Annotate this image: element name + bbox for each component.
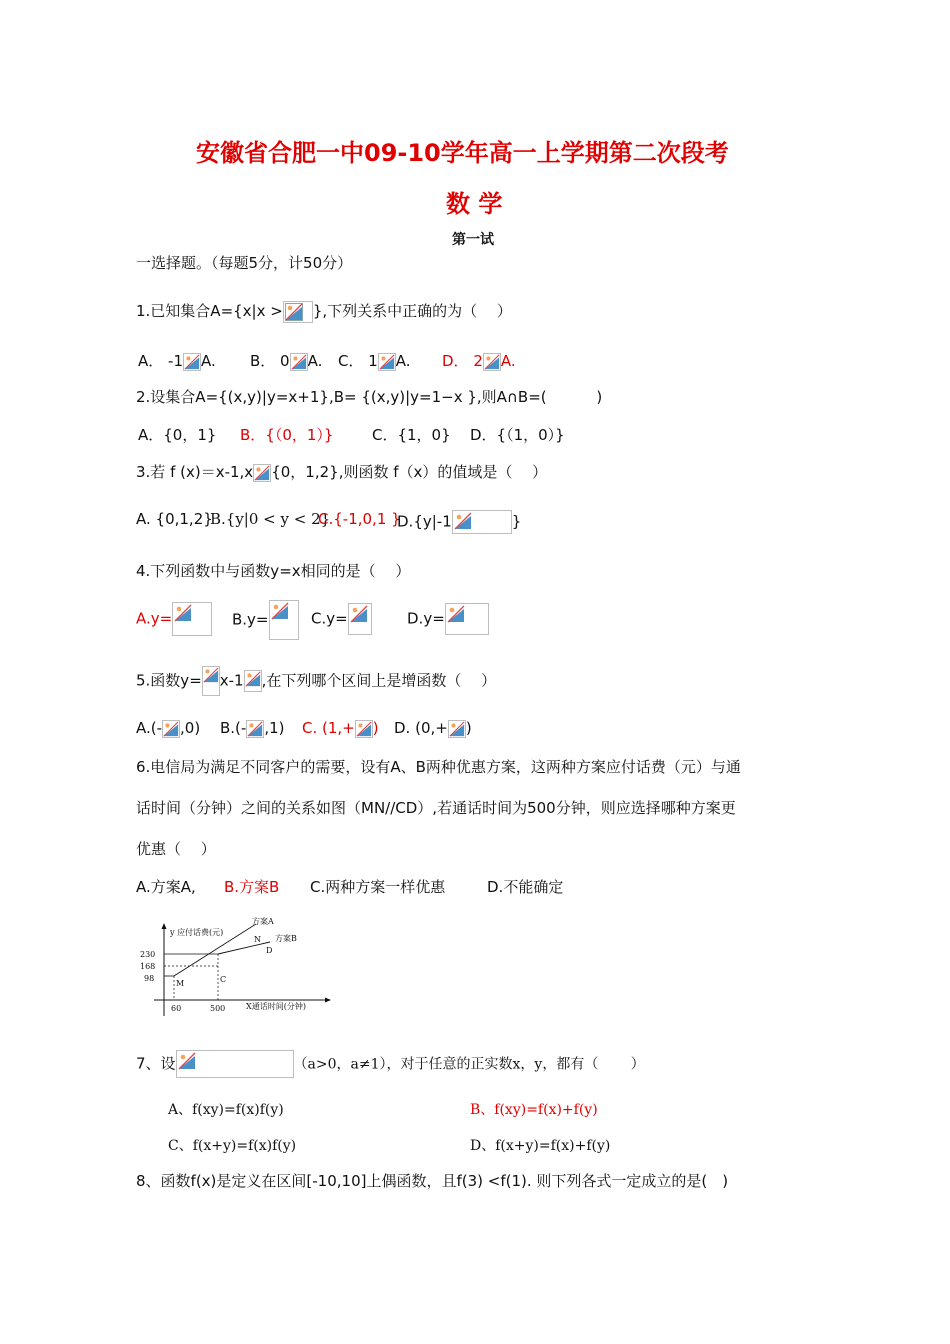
broken-image-icon	[246, 720, 264, 738]
q6-line-2: 话时间（分钟）之间的关系如图（MN//CD）,若通话时间为500分钟，则应选择哪种方案更	[136, 799, 736, 817]
page-title: 安徽省合肥一中09-10学年高一上学期第二次段考	[196, 139, 729, 167]
q7-text-pre: 7、设	[136, 1054, 176, 1073]
q2-option-d: D．{（1，0）}	[470, 426, 565, 444]
broken-image-icon	[253, 464, 271, 482]
q4-option-a: A.y=	[136, 609, 173, 628]
point-d-label: D	[266, 946, 273, 955]
q1-option-c: C． 1	[338, 352, 378, 370]
broken-image-icon	[244, 670, 262, 692]
x-axis-arrow	[325, 998, 331, 1003]
broken-image-icon	[162, 720, 180, 738]
q4-option-b-wrap	[232, 600, 299, 640]
y-tick-98: 98	[144, 974, 155, 983]
q1-option-b-wrap	[250, 350, 322, 371]
q5-option-a-tail: ,0)	[180, 719, 201, 737]
section-heading: 一选择题。（每题5分，计50分）	[136, 254, 353, 272]
q5-option-c-wrap	[302, 719, 379, 738]
broken-image-icon	[176, 1050, 294, 1078]
q7-option-d: D、f(x+y)=f(x)+f(y)	[470, 1138, 611, 1154]
q1-text-pre: 1.已知集合A={x|x >	[136, 302, 283, 320]
broken-image-icon	[269, 600, 299, 640]
q4-option-d: D.y=	[407, 609, 445, 628]
q2-option-a: A．{0，1}	[138, 426, 217, 444]
broken-image-icon	[448, 720, 466, 738]
plan-b-line	[218, 942, 273, 955]
q5-option-d: D. (0,+	[394, 719, 448, 737]
question-4: 4.下列函数中与函数y=x相同的是（ ）	[136, 562, 411, 580]
point-m-label: M	[176, 979, 185, 988]
q5-text-pre: 5.函数y=	[136, 671, 202, 690]
q1-option-d-tail: A.	[500, 352, 516, 370]
q4-option-d-wrap	[407, 603, 489, 635]
q5-text-post: ,在下列哪个区间上是增函数（ ）	[261, 671, 497, 690]
q4-option-c: C.y=	[311, 609, 348, 628]
q1-option-d-wrap	[442, 350, 516, 371]
q2-option-b: B．{（0，1）}	[240, 426, 334, 444]
q1-option-d: D． 2	[442, 352, 483, 370]
q6-option-b: B.方案B	[224, 878, 280, 896]
q1-option-a: A． -1	[138, 352, 183, 370]
broken-image-icon	[202, 666, 220, 696]
q5-option-a: A.(-	[136, 719, 163, 737]
q1-option-b-tail: A.	[307, 352, 323, 370]
q1-text-post: },下列关系中正确的为（ ）	[312, 302, 512, 320]
q3-text-pre: 3.若 f (x)＝x-1,x	[136, 463, 254, 481]
q5-option-c-tail: )	[372, 719, 379, 737]
point-c-label: C	[220, 975, 227, 984]
question-1	[136, 300, 512, 323]
q5-text-mid: x-1	[219, 671, 244, 690]
q6-option-d: D.不能确定	[487, 878, 564, 896]
question-5	[136, 666, 496, 696]
section-subtitle: 第一试	[452, 232, 494, 248]
q3-option-d-tail: }	[511, 512, 522, 531]
broken-image-icon	[445, 603, 489, 635]
plan-a-label: 方案A	[252, 917, 274, 926]
q5-option-b-wrap	[220, 719, 285, 738]
q5-option-a-wrap	[136, 719, 200, 738]
q3-option-a: A. {0,1,2}	[136, 510, 213, 528]
plan-b-label: 方案B	[275, 934, 297, 943]
point-n-label: N	[254, 935, 261, 944]
y-axis-arrow	[162, 923, 167, 929]
q1-option-c-tail: A.	[395, 352, 411, 370]
q4-option-a-wrap	[136, 602, 212, 636]
broken-image-icon	[348, 603, 372, 635]
q1-options	[138, 350, 216, 371]
y-axis-label: y 应付话费(元)	[170, 928, 224, 937]
q7-option-b: B、f(xy)=f(x)+f(y)	[470, 1102, 598, 1118]
broken-image-icon	[378, 353, 396, 371]
question-2: 2.设集合A={(x,y)|y=x+1},B= {(x,y)|y=1−x },则A∩B=( )	[136, 388, 603, 406]
broken-image-icon	[183, 353, 201, 371]
q1-option-b: B． 0	[250, 352, 290, 370]
broken-image-icon	[172, 602, 212, 636]
x-axis-label: X通话时间(分钟)	[246, 1002, 306, 1011]
broken-image-icon	[283, 301, 313, 323]
question-8: 8、函数f(x)是定义在区间[-10,10]上偶函数，且f(3) <f(1). 则下列各式一定成立的是( )	[136, 1172, 729, 1190]
x-tick-60: 60	[171, 1004, 182, 1013]
broken-image-icon	[290, 353, 308, 371]
q7-option-c: C、f(x+y)=f(x)f(y)	[168, 1138, 297, 1154]
broken-image-icon	[355, 720, 373, 738]
y-tick-168: 168	[140, 962, 156, 971]
question-7	[136, 1050, 645, 1078]
q3-option-b: B.{y|0 < y < 2}	[210, 510, 331, 528]
q3-option-d-wrap	[397, 510, 521, 534]
q7-option-a: A、f(xy)=f(x)f(y)	[168, 1102, 284, 1118]
q3-text-post: {0，1,2},则函数 f（x）的值域是（ ）	[271, 463, 548, 481]
q1-option-c-wrap	[338, 350, 411, 371]
q2-option-c: C．{1，0}	[372, 426, 451, 444]
q5-option-b: B.(-	[220, 719, 247, 737]
q7-text-post: （a>0，a≠1），对于任意的正实数x，y，都有（ ）	[293, 1056, 645, 1073]
q6-option-a: A.方案A,	[136, 878, 196, 896]
q3-option-d: D.{y|-1	[397, 512, 452, 531]
q3-option-c: C.{-1,0,1 }	[318, 510, 401, 528]
q1-option-a-tail: A.	[201, 352, 216, 370]
x-tick-500: 500	[210, 1004, 226, 1013]
q6-option-c: C.两种方案一样优惠	[310, 878, 446, 896]
broken-image-icon	[452, 510, 512, 534]
q4-option-b: B.y=	[232, 610, 269, 629]
tariff-graph	[138, 912, 338, 1020]
q5-option-d-tail: )	[465, 719, 472, 737]
q6-line-1: 6.电信局为满足不同客户的需要，设有A、B两种优惠方案，这两种方案应付话费（元）与通	[136, 758, 741, 776]
q6-line-3: 优惠（ ）	[136, 840, 216, 858]
broken-image-icon	[483, 353, 501, 371]
q4-option-c-wrap	[311, 603, 372, 635]
y-tick-230: 230	[140, 950, 156, 959]
q5-option-d-wrap	[394, 719, 472, 738]
question-3	[136, 461, 547, 482]
q5-option-c: C. (1,+	[302, 719, 355, 737]
page-subject: 数 学	[446, 190, 503, 218]
q5-option-b-tail: ,1)	[264, 719, 285, 737]
